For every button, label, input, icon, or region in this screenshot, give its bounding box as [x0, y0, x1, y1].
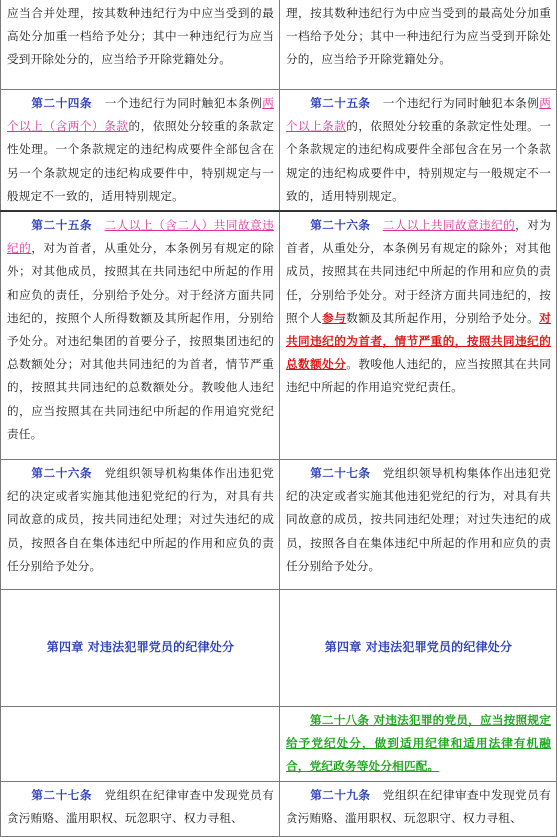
article-text: 数额及其所起作用，分别给予处分。 [346, 310, 540, 325]
changed-text: 两个以上（含两个）条款 [7, 96, 275, 134]
table-row [1, 707, 557, 782]
article-number: 第二十七条 [31, 787, 92, 802]
old-text-cell [1, 211, 280, 460]
paragraph: 理，按其数种违纪行为中应当受到的最高处分加重一档给予处分；其中一种违纪行为应当受到开除处分的，应当给予开除党籍处分。 [286, 6, 551, 67]
new-text-cell [280, 0, 557, 90]
old-text-cell [1, 590, 280, 707]
table-row [1, 211, 557, 460]
new-text-cell [280, 90, 557, 212]
changed-text: 二人以上共同故意违纪的 [382, 218, 516, 233]
added-text: 参与 [322, 310, 347, 325]
article-text: 党组织在纪律审查中发现党员有贪污贿赂、滥用职权、玩忽职守、权力寻租、 [286, 787, 551, 825]
article-text: ，对为首者，从重处分，本条例另有规定的除外；对其他成员，按照其在共同违纪中所起的作用和应负的责任，分别给予处分。对于经济方面共同违纪的，按照个人 [286, 218, 551, 325]
article-text: 的，依照处分较重的条款定性处理。一个条款规定的违纪构成要件全部包含在另一个条款规定的违纪构成要件中，特别规定与一般规定不一致的，适用特别规定。 [286, 119, 551, 203]
article-number: 第二十六条 [310, 218, 371, 233]
new-article: 第二十八条 对违法犯罪的党员，应当按照规定给予党纪处分，做到适用纪律和适用法律有机融合，党纪政务等处分相匹配。 [286, 713, 551, 774]
table-row [1, 460, 557, 590]
chapter-heading: 第四章 对违法犯罪党员的纪律处分 [46, 640, 235, 655]
new-text-cell [280, 211, 557, 460]
article-text: 党组织领导机构集体作出违犯党纪的决定或者实施其他违犯党纪的行为，对具有共同故意的成员，按共同违纪处理；对过失违纪的成员，按照各自在集体违纪中所起的作用和应负的责任分别给予处分。 [7, 466, 274, 573]
article-number: 第二十九条 [310, 787, 371, 802]
new-text-cell [280, 781, 557, 836]
article-number: 第二十七条 [310, 466, 371, 481]
article-text: 的，依照处分较重的条款定性处理。一个条款规定的违纪构成要件全部包含在另一个条款规定的违纪构成要件中，特别规定与一般规定不一致的，适用特别规定。 [7, 119, 274, 203]
old-text-cell [1, 90, 280, 212]
added-text: 对共同违纪的为首者，情节严重的，按照共同违纪的总数额处分 [286, 310, 551, 372]
table-row [1, 781, 557, 836]
new-text-cell [280, 590, 557, 707]
changed-text: 二人以上（含二人）共同故意违纪的 [7, 218, 274, 256]
table-row [1, 0, 557, 90]
new-text-cell [280, 460, 557, 590]
old-text-cell [1, 460, 280, 590]
old-text-cell [1, 781, 280, 836]
chapter-heading: 第四章 对违法犯罪党员的纪律处分 [324, 640, 513, 655]
article-text: ，对为首者，从重处分，本条例另有规定的除外；对其他成员，按照其在共同违纪中所起的作用和应负的责任，分别给予处分。对于经济方面共同违纪的，按照个人所得数额及其所起作用，分别给予处分。对违纪集团的首要分子，按照集团违纪的总数额处分；对其他共同违纪的为首者，情节严重的，按照其共同违纪的总数额处分。教唆他人违纪的，应当按照其在共同违纪中所起的作用追究党纪责任。 [7, 241, 274, 441]
article-number: 第二十四条 [31, 96, 92, 110]
old-text-cell-empty [1, 707, 280, 782]
article-number: 第二十六条 [31, 466, 92, 481]
old-text-cell [1, 0, 280, 90]
article-text: 一个违纪行为同时触犯本条例 [104, 96, 263, 110]
article-number: 第二十五条 [310, 96, 371, 110]
table-row [1, 590, 557, 707]
paragraph: 应当合并处理，按其数种违纪行为中应当受到的最高处分加重一档给予处分；其中一种违纪行为应当受到开除处分的，应当给予开除党籍处分。 [7, 6, 274, 67]
article-text: 党组织领导机构集体作出违犯党纪的决定或者实施其他违犯党纪的行为，对具有共同故意的成员，按共同违纪处理；对过失违纪的成员，按照各自在集体违纪中所起的作用和应负的责任分别给予处分。 [286, 466, 551, 573]
article-text: 。教唆他人违纪的，应当按照其在共同违纪中所起的作用追究党纪责任。 [286, 357, 551, 395]
article-number: 第二十五条 [31, 218, 92, 233]
article-text: 一个违纪行为同时触犯本条例 [382, 96, 540, 110]
table-row [1, 90, 557, 212]
new-text-cell [280, 707, 557, 782]
article-text: 党组织在纪律审查中发现党员有贪污贿赂、滥用职权、玩忽职守、权力寻租、 [7, 787, 274, 825]
changed-text: 两个以上条款 [286, 96, 551, 134]
